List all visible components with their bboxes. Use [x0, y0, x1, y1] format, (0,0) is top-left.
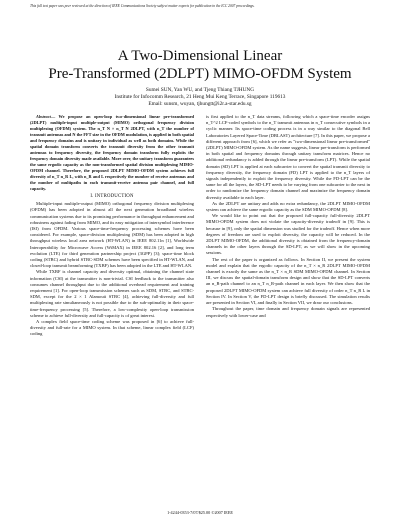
title-line-2: Pre-Transformed (2DLPT) MIMO-OFDM System: [48, 66, 352, 82]
right-paragraph-4: The rest of the paper is organized as follows. In Section II, we present the system model and explain that the ergodic capacity of the n_T × n_R 2DLPT MIMO-OFDM channel is exactly the same as the n_T × n_R SDM MIMO-OFDM channel. In Section III, we discuss the spatial-domain transform design and show that the SD-LPT converts an n_R-path channel to an n_T n_R-path channel in each layer. We then show that the proposed 2DLPT MIMO-OFDM system can achieve full diversity of order n_T n_R L in Section IV. In Section V, the FD-LPT design is briefly discussed. The simulation results are presented in Section VI, and finally in Section VII, we draw our conclusions.: [206, 256, 370, 306]
abstract: [30, 114, 194, 192]
right-paragraph-3: We would like to point out that the proposed full-capacity full-diversity 2DLPT MIMO-OFDM system does not violate the capacity-diversity tradeoff in [9]. This is because in [9], only the spatial dimension was studied for the tradeoff. Hence when more degrees of freedom are used to exploit diversity, the capacity will be reduced. In the 2DLPT MIMO-OFDM, the additional diversity is obtained from the frequency-domain channels in the other layers through the SD-LPT, as we will show in the upcoming sessions.: [206, 213, 370, 256]
author-block: [30, 87, 370, 108]
intro-paragraph-3: A complex field space-time coding scheme was proposed in [6] to achieve full-diversity and full-rate for a MIMO system. In that scheme, linear complex field (LCF) coding: [30, 319, 194, 337]
section-heading-introduction: I. INTRODUCTION: [90, 194, 134, 199]
abstract-label: Abstract: [36, 114, 51, 119]
body-columns: [30, 114, 370, 338]
author-email: Email: sunsm, wuyan, tjhungtt@i2r.a-star.edu.sg: [148, 101, 252, 107]
author-affiliation: Institute for Infocomm Research, 21 Heng Mui Keng Terrace, Singapore 119613: [114, 94, 286, 100]
right-paragraph-5: Throughout the paper, time domain and frequency domain signals are represented respectively with lower-case and: [206, 306, 370, 318]
abstract-text: — We propose an open-loop two-dimensional linear pre-transformed (2DLPT) multiple-input multiple-output (MIMO) orthogonal frequency division multiplexing (OFDM) system. The n_T N × n_T N 2DLPT, with n_T the number of transmit antennas and N the FFT size in the OFDM modulation, is applied in both spatial and frequency domains and is unitary in individual as well as both domains. While the spatial domain transform converts the transmit diversity from the other transmit antennas to frequency diversity, the frequency domain transform fully exploits the frequency domain diversity made available. More over, the unitary transform guarantees the same ergodic capacity as the non-transformed spatial division multiplexing MIMO-OFDM channel. Therefore, the proposed 2DLPT MIMO-OFDM system achieves full diversity of n_T n_R L, with n_R and L respectively the number of receive antennas and the number of multipaths in each transmit-receive antenna pair channel, and full capacity.: [30, 114, 194, 191]
peer-review-notice: This full text paper was peer reviewed at the direction of IEEE Communications Society subject matter experts for publication in the ICC 2007 proceedings.: [30, 4, 255, 8]
copyright-footer: 1-4244-0353-7/07/$25.00 ©2007 IEEE: [167, 510, 233, 515]
right-paragraph-2: As the 2DLPT are unitary and adds no extra redundancy, the 2DLPT MIMO-OFDM system can achieve the same ergodic capacity as the SDM MIMO-OFDM [8].: [206, 200, 370, 213]
intro-paragraph-1: Multiple-input multiple-output (MIMO) orthogonal frequency division multiplexing (OFDM) has been adopted in almost all the next generation broadband wireless communication systems due to its promising performance in throughput enhancement and robustness against fading from MIMO, and its easy mitigation of intersymbol interference (ISI) from OFDM. Various space-time-frequency processing schemes have been considered. For example, space-division multiplexing (SDM) has been adopted in high throughput wireless local area network (HT-WLAN) in IEEE 802.11n [1], Worldwide Interoperability for Microwave Access (WiMAX) in IEEE 802.16 [2], and long term evolution (LTE) for third generation partnership project (3GPP) [3]; space-time block coding (STBC) and hybrid STBC-SDM schemes have been specified in HT-WLAN, and closed-loop transmit beamforming (TXBF) has been adopted in the LTE and HT-WLAN.: [30, 201, 194, 269]
left-column: [30, 114, 194, 338]
right-column: [206, 114, 370, 338]
right-paragraph-1: is first applied to the n_T data streams, following which a space-time encoder assigns n_T^2 LCF-coded symbols to the n_T transmit antennas in n_T consecutive symbols in a cyclic manner. Its space-time coding process is in a way similar to the diagonal Bell Laboratories Layered Space-Time (DBLAST) architecture [7]. In this paper, we propose a different approach from [6], which we refer as "two-dimensional linear pre-transformed" (2DLPT) MIMO-OFDM system. As the name suggests, linear pre-transform is performed in both spatial and frequency domains through unitary transform matrices. Hence no additional redundancy is added through the linear pre-transform (LPT). While the spatial domain (SD) LPT is applied at each subcarrier to convert the spatial transmit diversity to frequency diversity, the frequency domain (FD) LPT is applied to the n_T layers of signals independently to exploit the frequency diversity. While the FD-LPT can be the same for all the layers, the SD-LPT needs to be varying from one subcarrier to the next in order to randomize the frequency domain channel and maximize the frequency domain diversity available to each layer.: [206, 114, 370, 200]
paper-title: [30, 47, 370, 83]
intro-paragraph-2: While TXBF is channel capacity and diversity optimal, obtaining the channel state information (CSI) at the transmitter is non-trivial. CSI feedback to the transmitter also consumes channel throughput due to the additional overhead requirement and training requirement [1]. For open-loop transmission schemes such as SDM, STBC, and STBC-SDM, except for the 2 × 1 Alamouti STBC [4], achieving full-diversity and full multiplexing rate simultaneously is not possible due to the sub-optimality in their space-time-frequency processing [5]. Therefore, a low-complexity open-loop transmission scheme to achieve full-diversity and full-capacity is of great interest.: [30, 269, 194, 318]
author-names: Sumei SUN, Yan WU, and Tjeng Thiang TJHUNG: [145, 87, 255, 93]
title-line-1: A Two-Dimensional Linear: [117, 48, 283, 64]
